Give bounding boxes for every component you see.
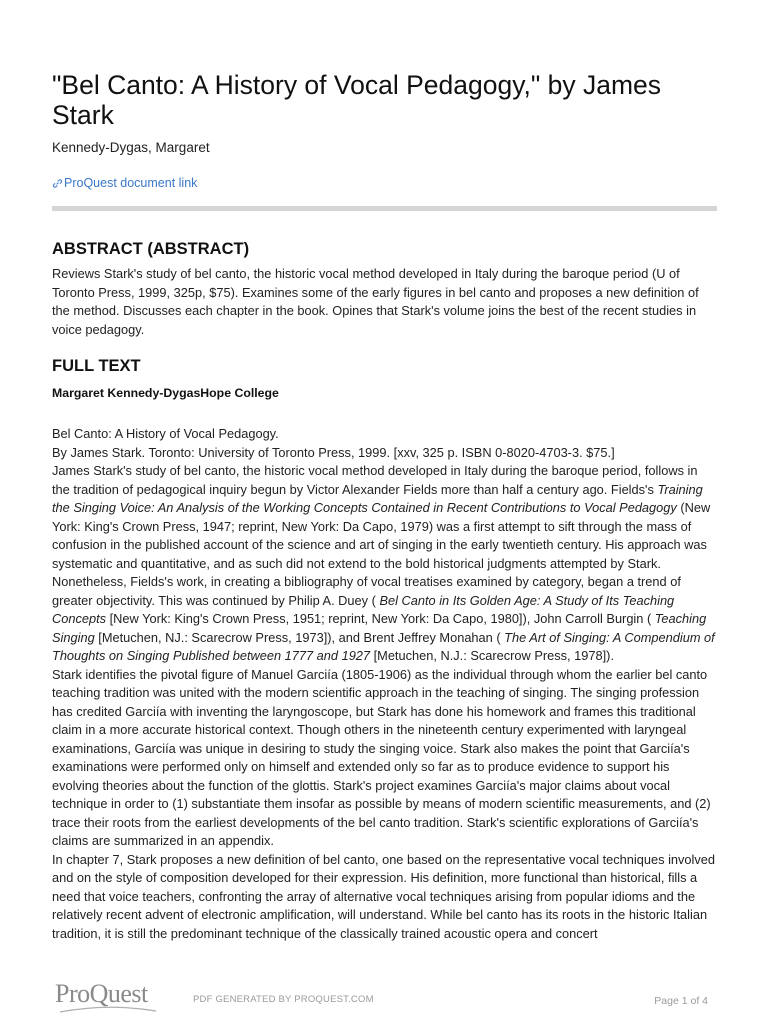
document-title: "Bel Canto: A History of Vocal Pedagogy," by James Stark bbox=[52, 70, 662, 130]
abstract-text: Reviews Stark's study of bel canto, the historic vocal method developed in Italy during the baroque period (U of Toronto Press, 1999, 325p, $75). Examines some of the early figures in bel canto and proposes a new definition of the method. Discusses each chapter in the book. Opines that Stark's volume joins the best of the recent studies in voice pedagogy. bbox=[52, 266, 699, 337]
doc-link-label: ProQuest document link bbox=[64, 176, 198, 190]
body-paragraph-2: Stark identifies the pivotal figure of Manuel Garciía (1805-1906) as the individual through whom the earlier bel canto teaching tradition was united with the modern scientific approach in the teaching of singing. The singing profession has credited Garciía with inventing the laryngoscope, but Stark has done his homework and frames this traditional claim in a more accurate historical context. Though others in the nineteenth century experimented with laryngeal examinations, Garciía was unique in desiring to study the singing voice. Stark also makes the point that Garciía's examinations were performed only on himself and extended only so far as to produce evidence to support his evolving theories about the function of the glottis. Stark's project examines Garciía's major claims about vocal technique in order to (1) substantiate them insofar as possible by means of modern scientific measurements, and (2) trace their roots from the earliest developments of the bel canto tradition. Stark's scientific explorations of Garciía's claims are summarized in an appendix. bbox=[52, 666, 711, 848]
author-affiliation: Margaret Kennedy-DygasHope College bbox=[52, 386, 279, 400]
pdf-generated-note: PDF GENERATED BY PROQUEST.COM bbox=[193, 994, 374, 1005]
body-paragraph-1: James Stark's study of bel canto, the historic vocal method developed in Italy during the baroque period, follows in the tradition of pedagogical inquiry begun by Victor Alexander Fields more than half a century ago. Fields's Training the Singing Voice: An Analysis of the Working Concepts Contained in Recent Contributions to Vocal Pedagogy (New York: King's Crown Press, 1947; reprint, New York: Da Capo, 1979) was a first attempt to sift through the mass of confusion in the published account of the science and art of singing in the early twentieth century. His approach was systematic and quantitative, and as such did not extend to the bold historical judgments attempted by Stark. Nonetheless, Fields's work, in creating a bibliography of vocal treatises examined by category, began a trend of greater objectivity. This was continued by Philip A. Duey ( Bel Canto in Its Golden Age: A Study of Its Teaching Concepts [New York: King's Crown Press, 1951; reprint, New York: Da Capo, 1980]), John Carroll Burgin ( Teaching Singing [Metuchen, NJ.: Scarecrow Press, 1973]), and Brent Jeffrey Monahan ( The Art of Singing: A Compendium of Thoughts on Singing Published between 1777 and 1927 [Metuchen, N.J.: Scarecrow Press, 1978]). bbox=[52, 463, 715, 663]
header-divider bbox=[52, 206, 717, 211]
page-number: Page 1 of 4 bbox=[654, 995, 708, 1007]
proquest-logo: ProQuest bbox=[55, 979, 148, 1008]
full-text-heading: FULL TEXT bbox=[52, 357, 141, 375]
logo-swoosh-icon bbox=[58, 1005, 158, 1015]
full-text-body bbox=[52, 425, 717, 943]
link-icon bbox=[52, 178, 63, 189]
body-paragraph-3: In chapter 7, Stark proposes a new definition of bel canto, one based on the representative vocal techniques involved and on the style of composition developed for their expression. His definition, more functional than historical, fills a need that voice teachers, confronting the array of alternative vocal techniques arising from popular idioms and the relatively recent advent of electronic amplification, will understand. While bel canto has its roots in the historic Italian tradition, it is still the predominant technique of the classically trained acoustic opera and concert bbox=[52, 851, 716, 941]
book-publication-line: By James Stark. Toronto: University of Toronto Press, 1999. [xxv, 325 p. ISBN 0-8020-4703-3. $75.] bbox=[52, 444, 615, 460]
page-footer bbox=[0, 975, 768, 1024]
abstract-heading: ABSTRACT (ABSTRACT) bbox=[52, 240, 250, 258]
proquest-document-link[interactable] bbox=[52, 176, 197, 190]
book-title-line: Bel Canto: A History of Vocal Pedagogy. bbox=[52, 426, 279, 441]
document-author: Kennedy-Dygas, Margaret bbox=[52, 140, 210, 155]
